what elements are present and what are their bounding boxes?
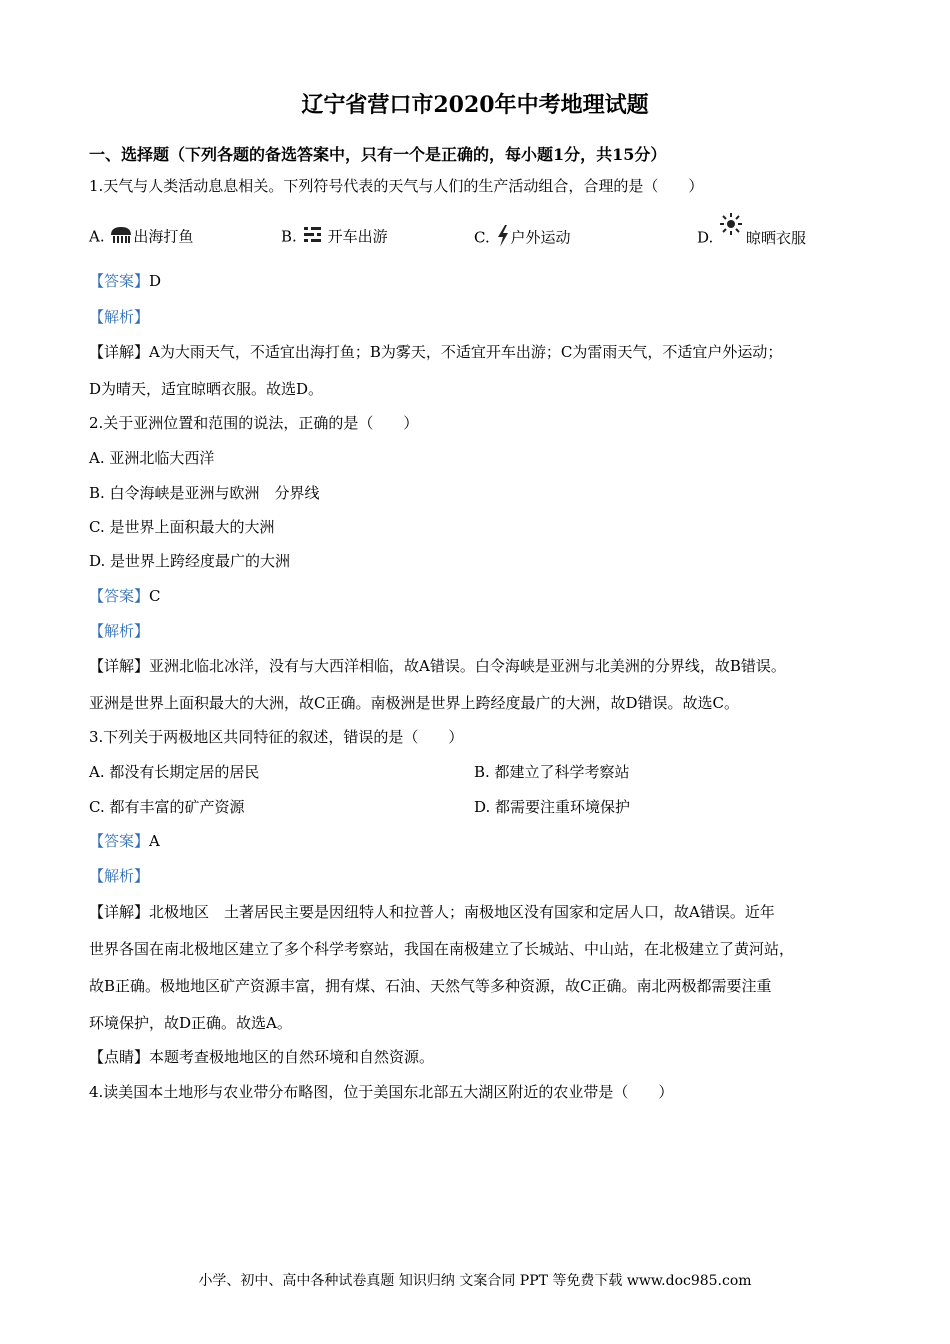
question-2-detail-line-2: 亚洲是世界上面积最大的大洲，故C正确。南极洲是世界上跨经度最广的大洲，故D错误。故选C。 (89, 694, 739, 712)
option-letter: A. (89, 227, 105, 246)
question-1-option-d (697, 224, 806, 253)
answer-label: 【答案】 (89, 587, 150, 605)
question-2-answer (89, 586, 161, 606)
answer-value: C (149, 587, 161, 605)
sunny-icon (718, 212, 744, 241)
comment-label: 【点睛】 (89, 1048, 150, 1066)
detail-label: 【详解】 (89, 657, 150, 675)
page-title: 辽宁省营口市2020年中考地理试题 (301, 92, 649, 118)
option-letter: B. (281, 227, 297, 246)
question-3-option-a: A. 都没有长期定居的居民 (89, 763, 260, 781)
question-1-option-a (89, 224, 193, 251)
question-1-option-c (474, 224, 571, 253)
answer-value: D (149, 272, 162, 290)
question-3-detail-line-3: 故B正确。极地地区矿产资源丰富，拥有煤、石油、天然气等多种资源，故C正确。南北两极都需要注重 (89, 977, 772, 995)
question-3-option-b: B. 都建立了科学考察站 (474, 763, 630, 781)
question-2-analysis-label: 【解析】 (89, 622, 150, 640)
page-footer: 小学、初中、高中各种试卷真题 知识归纳 文案合同 PPT 等免费下载 www.doc985.com (198, 1273, 752, 1289)
question-3-option-d: D. 都需要注重环境保护 (474, 798, 631, 816)
question-1-detail-line-2: D为晴天，适宜晾晒衣服。故选D。 (89, 380, 324, 398)
question-1-stem: 1.天气与人类活动息息相关。下列符号代表的天气与人们的生产活动组合，合理的是（ ） (89, 177, 704, 195)
question-1-answer (89, 271, 161, 291)
heavy-rain-icon (109, 224, 133, 251)
option-letter: C. (474, 228, 490, 247)
question-1-detail-line-1 (89, 342, 782, 362)
option-text: 出海打鱼 (133, 227, 194, 246)
question-3-answer (89, 831, 160, 851)
question-2-option-b: B. 白令海峡是亚洲与欧洲 分界线 (89, 484, 320, 502)
option-text: 晾晒衣服 (746, 228, 807, 247)
option-text: 户外运动 (510, 228, 571, 247)
section-heading: 一、选择题（下列各题的备选答案中，只有一个是正确的，每小题1分，共15分） (89, 145, 667, 164)
detail-label: 【详解】 (89, 903, 150, 921)
question-2-stem: 2.关于亚洲位置和范围的说法，正确的是（ ） (89, 414, 419, 432)
question-3-detail-line-1 (89, 902, 775, 922)
question-3-stem: 3.下列关于两极地区共同特征的叙述，错误的是（ ） (89, 728, 464, 746)
option-letter: D. (697, 228, 714, 247)
question-4-stem: 4.读美国本土地形与农业带分布略图，位于美国东北部五大湖区附近的农业带是（ ） (89, 1083, 674, 1101)
question-3-comment (89, 1047, 434, 1067)
question-2-option-d: D. 是世界上跨经度最广的大洲 (89, 552, 291, 570)
detail-label: 【详解】 (89, 343, 150, 361)
comment-text: 本题考查极地地区的自然环境和自然资源。 (149, 1048, 435, 1066)
question-1-analysis-label: 【解析】 (89, 308, 150, 326)
question-1-option-b (281, 224, 388, 251)
detail-text: A为大雨天气，不适宜出海打鱼；B为雾天，不适宜开车出游；C为雷雨天气，不适宜户外运动； (149, 343, 783, 361)
question-3-analysis-label: 【解析】 (89, 867, 150, 885)
question-2-detail-line-1 (89, 656, 786, 676)
fog-icon (302, 224, 328, 251)
question-2-option-c: C. 是世界上面积最大的大洲 (89, 518, 275, 536)
question-2-option-a: A. 亚洲北临大西洋 (89, 449, 215, 467)
question-3-detail-line-4: 环境保护，故D正确。故选A。 (89, 1014, 292, 1032)
detail-text: 北极地区 土著居民主要是因纽特人和拉普人；南极地区没有国家和定居人口，故A错误。近年 (149, 903, 775, 921)
option-text: 开车出游 (327, 227, 388, 246)
answer-label: 【答案】 (89, 272, 150, 290)
question-3-option-c: C. 都有丰富的矿产资源 (89, 798, 245, 816)
question-3-detail-line-2: 世界各国在南北极地区建立了多个科学考察站，我国在南极建立了长城站、中山站，在北极建立了黄河站， (89, 940, 795, 958)
detail-text: 亚洲北临北冰洋，没有与大西洋相临，故A错误。白令海峡是亚洲与北美洲的分界线，故B错误。 (149, 657, 786, 675)
thunder-icon (495, 224, 511, 253)
answer-label: 【答案】 (89, 832, 150, 850)
answer-value: A (149, 832, 160, 850)
